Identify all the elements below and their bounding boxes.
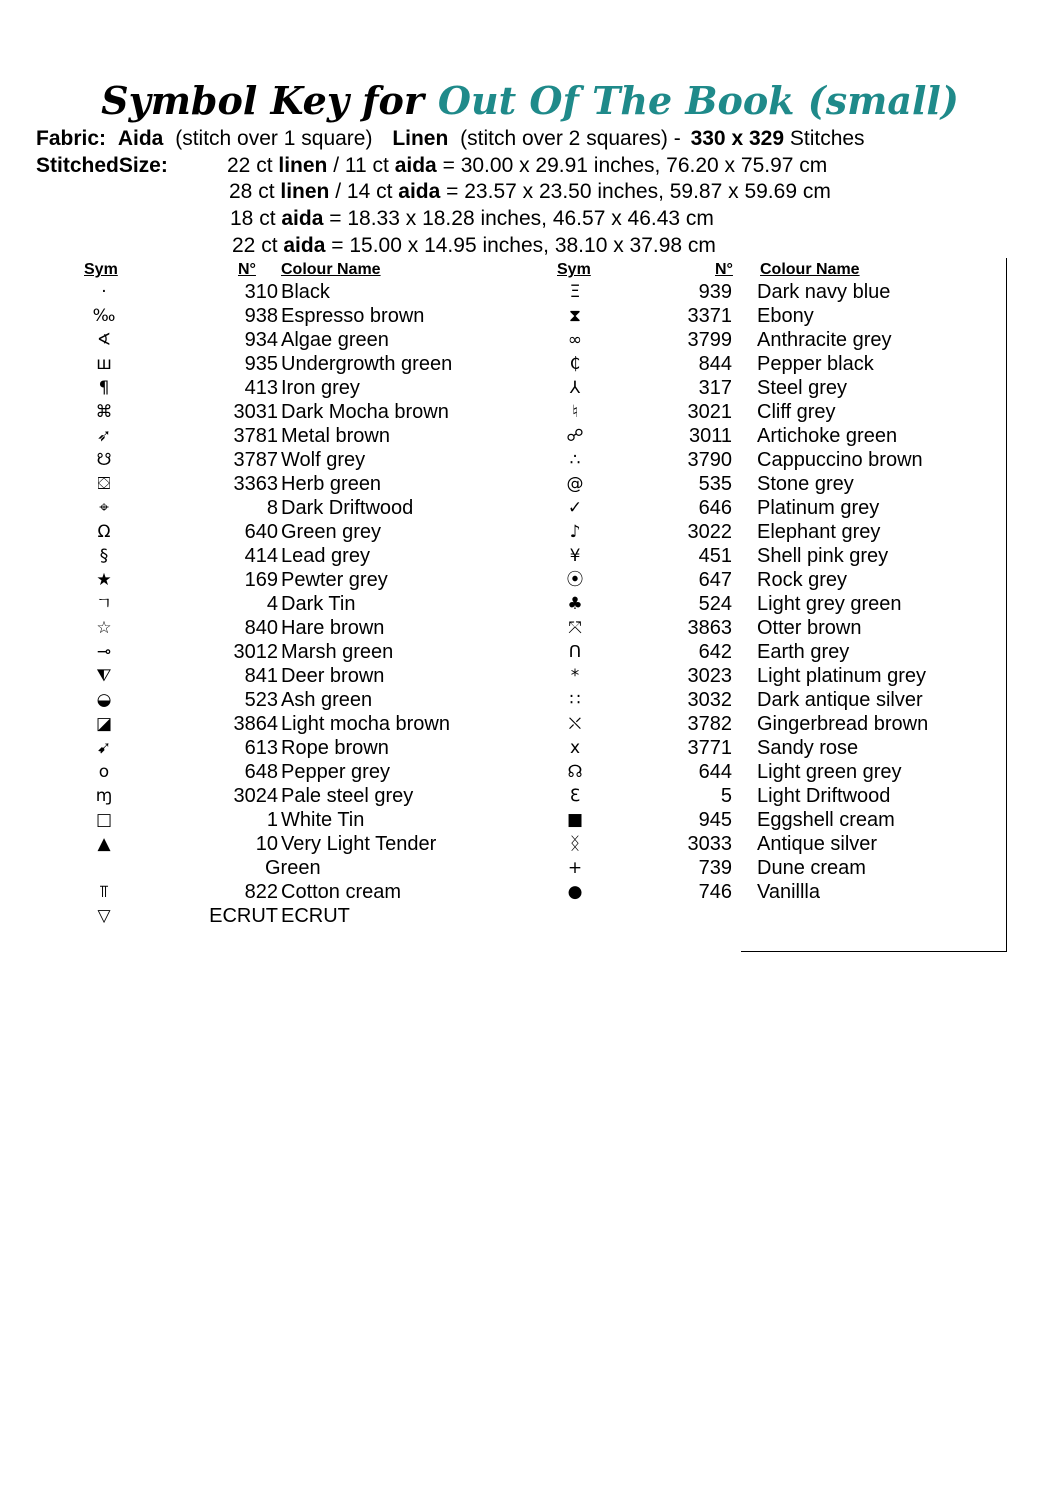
symbol-glyph: ₵ (569, 354, 581, 374)
symbol-row (84, 904, 524, 928)
colour-name: Light platinum grey (757, 665, 926, 687)
colour-name: Cotton cream (281, 881, 402, 903)
thread-number: 3021 (687, 401, 732, 423)
symbol-row (84, 304, 524, 328)
thread-number: 642 (698, 641, 732, 663)
colour-name: Elephant grey (757, 521, 881, 543)
symbol-row (84, 448, 524, 472)
symbol-glyph: Ω (97, 522, 111, 542)
thread-number: 3032 (687, 689, 732, 711)
symbol-row (555, 280, 995, 304)
symbol-glyph: ⛌ (568, 714, 582, 734)
symbol-row (555, 448, 995, 472)
thread-number: 535 (698, 473, 732, 495)
colour-name: Herb green (281, 473, 382, 495)
colour-name: Dune cream (757, 857, 866, 879)
fabric-linen: Linen (392, 127, 449, 150)
symbol-glyph: ɱ (95, 786, 113, 806)
thread-number: 3011 (688, 425, 732, 447)
colour-name: Steel grey (757, 377, 848, 399)
symbol-row (555, 544, 995, 568)
stitched-size-row (230, 207, 714, 231)
size-fabric: aida (281, 207, 324, 230)
symbol-glyph: ⌘ (95, 402, 113, 422)
thread-number: 523 (244, 689, 278, 711)
thread-number: 3799 (687, 329, 732, 351)
symbol-row (555, 616, 995, 640)
colour-name: Ebony (757, 305, 814, 327)
symbol-glyph: ➹ (96, 738, 112, 758)
symbol-row (555, 424, 995, 448)
thread-number: 169 (244, 569, 278, 591)
symbol-glyph: ■ (566, 810, 584, 830)
symbol-row (84, 472, 524, 496)
colour-name: Antique silver (757, 833, 878, 855)
symbol-row (555, 352, 995, 376)
colour-name: Anthracite grey (757, 329, 892, 351)
size-dimensions: = 23.57 x 23.50 inches, 59.87 x 59.69 cm (446, 180, 831, 203)
colour-name: Green grey (281, 521, 382, 543)
symbol-row (555, 304, 995, 328)
symbol-glyph: ∷ (569, 690, 581, 710)
symbol-row (84, 832, 524, 856)
thread-number: 647 (698, 569, 732, 591)
colour-name: Artichoke green (757, 425, 898, 447)
stitched-size-row (232, 234, 716, 258)
thread-number: 739 (698, 857, 732, 879)
symbol-row (555, 784, 995, 808)
symbol-row (84, 568, 524, 592)
stitch-word: Stitches (789, 127, 865, 150)
symbol-row (555, 808, 995, 832)
colour-name: Vanillla (757, 881, 820, 903)
thread-number: 413 (244, 377, 278, 399)
colour-name: Wolf grey (281, 449, 366, 471)
colour-name: Ash green (281, 689, 373, 711)
symbol-glyph: ℇ (569, 786, 581, 806)
symbol-row (555, 832, 995, 856)
symbol-row (84, 664, 524, 688)
thread-number: 934 (244, 329, 278, 351)
thread-number: 3023 (687, 665, 732, 687)
colour-name: Pepper black (757, 353, 874, 375)
thread-number: 3371 (687, 305, 732, 327)
symbol-glyph: ◒ (96, 690, 112, 710)
thread-number: 840 (244, 617, 278, 639)
symbol-glyph: ‰ (92, 306, 116, 326)
symbol-glyph: □ (95, 810, 113, 830)
symbol-row (555, 688, 995, 712)
symbol-row (84, 496, 524, 520)
colour-name: Stone grey (757, 473, 854, 495)
symbol-row (555, 472, 995, 496)
fabric-linen-note: (stitch over 2 squares) - (460, 127, 681, 150)
size-fabric: aida (283, 234, 326, 257)
thread-number: 648 (244, 761, 278, 783)
symbol-row (555, 640, 995, 664)
thread-number: 3022 (687, 521, 732, 543)
thread-number: 822 (244, 881, 278, 903)
colour-name: Dark navy blue (757, 281, 891, 303)
symbol-row (84, 736, 524, 760)
colour-name: Algae green (281, 329, 389, 351)
thread-number: 451 (698, 545, 732, 567)
stitched-size-label: StitchedSize: (36, 154, 168, 177)
symbol-row (84, 640, 524, 664)
symbol-glyph: ☆ (96, 618, 112, 638)
symbol-glyph: ᑎ (568, 642, 582, 662)
colour-name-continued: Green (265, 857, 321, 879)
symbol-row (84, 352, 524, 376)
colour-name: Pale steel grey (281, 785, 414, 807)
symbol-row (555, 880, 995, 904)
thread-number: 935 (244, 353, 278, 375)
pattern-name: Out Of The Book (small) (437, 78, 959, 123)
symbol-glyph: ⛋ (97, 474, 111, 494)
thread-number: 4 (266, 593, 278, 615)
colour-name: Sandy rose (757, 737, 859, 759)
colour-name: Rope brown (281, 737, 389, 759)
size-fabric: linen (278, 154, 328, 177)
symbol-glyph: @ (566, 474, 584, 494)
symbol-row (84, 544, 524, 568)
symbol-row (84, 784, 524, 808)
symbol-glyph: + (567, 858, 583, 878)
colour-name: Cappuccino brown (757, 449, 923, 471)
colour-name: Platinum grey (757, 497, 880, 519)
colour-name: Deer brown (281, 665, 385, 687)
header-sym-right: Sym (557, 261, 591, 278)
colour-name: Otter brown (757, 617, 862, 639)
thread-number: 945 (698, 809, 732, 831)
symbol-row (555, 400, 995, 424)
colour-name: Iron grey (281, 377, 360, 399)
symbol-row (555, 568, 995, 592)
thread-number: 3771 (687, 737, 732, 759)
colour-name: Very Light Tender (281, 833, 437, 855)
size-count: 22 ct (227, 154, 273, 177)
thread-number: 640 (244, 521, 278, 543)
symbol-glyph: o (98, 762, 110, 782)
header-name-left: Colour Name (281, 261, 381, 278)
symbol-row (555, 760, 995, 784)
symbol-glyph: · (101, 282, 107, 302)
size-dimensions: = 30.00 x 29.91 inches, 76.20 x 75.97 cm (442, 154, 828, 177)
colour-name: Dark Tin (281, 593, 356, 615)
colour-name: Rock grey (757, 569, 848, 591)
thread-number: 3781 (233, 425, 278, 447)
title-prefix: Symbol Key for (101, 78, 424, 123)
colour-name: Pepper grey (281, 761, 390, 783)
thread-number: 841 (244, 665, 278, 687)
symbol-glyph: ᛝ (569, 834, 581, 854)
symbol-glyph: ⅄ (569, 378, 581, 398)
colour-name: Undergrowth green (281, 353, 453, 375)
symbol-glyph: ш (96, 354, 112, 374)
size-count-alt: / 11 ct (333, 154, 389, 177)
symbol-row (555, 736, 995, 760)
thread-number: 1 (266, 809, 278, 831)
symbol-row (555, 328, 995, 352)
symbol-row (84, 328, 524, 352)
symbol-glyph: ♮ (571, 402, 579, 422)
thread-number: 8 (266, 497, 278, 519)
thread-number: 746 (698, 881, 732, 903)
colour-name: Earth grey (757, 641, 850, 663)
colour-name: Dark antique silver (757, 689, 923, 711)
symbol-glyph: ∞ (567, 330, 583, 350)
colour-name: Gingerbread brown (757, 713, 929, 735)
symbol-row (84, 280, 524, 304)
thread-number: 3864 (233, 713, 278, 735)
size-dimensions: = 15.00 x 14.95 inches, 38.10 x 37.98 cm (331, 234, 716, 257)
symbol-glyph: ✓ (567, 498, 583, 518)
fabric-label: Fabric: (36, 127, 107, 150)
symbol-row (84, 592, 524, 616)
thread-number: 10 (255, 833, 278, 855)
page-title (0, 78, 1060, 123)
colour-name: Cliff grey (757, 401, 836, 423)
stitch-count: 330 x 329 (690, 127, 785, 150)
thread-number: 3033 (687, 833, 732, 855)
symbol-row (84, 400, 524, 424)
thread-number: 644 (698, 761, 732, 783)
thread-number: 3787 (233, 449, 278, 471)
size-fabric-alt: aida (394, 154, 437, 177)
colour-name: Dark Mocha brown (281, 401, 449, 423)
colour-name: Lead grey (281, 545, 370, 567)
size-count: 22 ct (232, 234, 278, 257)
thread-number: 310 (244, 281, 278, 303)
stitched-size-row (229, 180, 831, 204)
symbol-glyph: ⧨ (96, 666, 112, 686)
stitched-size-row (227, 154, 827, 178)
symbol-glyph: ⧗ (569, 306, 581, 326)
symbol-row (555, 496, 995, 520)
symbol-row (84, 520, 524, 544)
colour-name: Hare brown (281, 617, 385, 639)
symbol-glyph: ☊ (567, 762, 583, 782)
thread-number: 844 (698, 353, 732, 375)
thread-number: 3782 (687, 713, 732, 735)
thread-number: 613 (244, 737, 278, 759)
symbol-glyph: ➶ (96, 426, 112, 446)
colour-name: ECRUT (281, 905, 350, 927)
thread-number: 3863 (687, 617, 732, 639)
colour-name: Light Driftwood (757, 785, 891, 807)
symbol-glyph: ⌖ (99, 498, 109, 518)
symbol-glyph: ☍ (566, 426, 584, 446)
thread-number: 939 (698, 281, 732, 303)
size-count: 18 ct (230, 207, 276, 230)
fabric-aida-note: (stitch over 1 square) (175, 127, 373, 150)
symbol-row (84, 760, 524, 784)
symbol-glyph: ⤧ (568, 618, 582, 638)
thread-number: 3024 (233, 785, 278, 807)
symbol-glyph: Ξ (569, 282, 581, 302)
thread-number: 524 (698, 593, 732, 615)
symbol-glyph: ★ (96, 570, 112, 590)
colour-name: White Tin (281, 809, 365, 831)
symbol-glyph: § (99, 546, 109, 566)
thread-number: 646 (698, 497, 732, 519)
symbol-row (555, 376, 995, 400)
symbol-row (555, 592, 995, 616)
symbol-glyph: ㄱ (95, 594, 113, 614)
symbol-row (84, 712, 524, 736)
symbol-row (84, 880, 524, 904)
size-dimensions: = 18.33 x 18.28 inches, 46.57 x 46.43 cm (329, 207, 714, 230)
symbol-glyph: ☋ (96, 450, 112, 470)
colour-name: Light grey green (757, 593, 902, 615)
symbol-row (84, 424, 524, 448)
header-sym-left: Sym (84, 261, 118, 278)
symbol-glyph: ⦿ (566, 570, 584, 590)
symbol-glyph: ♪ (569, 522, 581, 542)
symbol-glyph: ⫪ (99, 882, 109, 902)
symbol-glyph: ¥ (569, 546, 581, 566)
thread-number: 3363 (233, 473, 278, 495)
symbol-row (555, 712, 995, 736)
symbol-glyph: ▲ (97, 834, 111, 854)
colour-name: Black (281, 281, 330, 303)
symbol-glyph: x (569, 738, 581, 758)
header-num-left: N° (238, 261, 256, 278)
symbol-glyph: ∢ (96, 330, 112, 350)
symbol-glyph: ⊸ (96, 642, 112, 662)
symbol-row (84, 376, 524, 400)
header-name-right: Colour Name (760, 261, 860, 278)
colour-name: Marsh green (281, 641, 394, 663)
thread-number: 3031 (233, 401, 278, 423)
symbol-glyph: ∴ (569, 450, 581, 470)
size-count: 28 ct (229, 180, 275, 203)
table-border-vertical (1006, 258, 1007, 952)
colour-name: Shell pink grey (757, 545, 889, 567)
colour-name: Light mocha brown (281, 713, 450, 735)
thread-number: 3012 (233, 641, 278, 663)
thread-number: 5 (720, 785, 732, 807)
table-border-bottom (741, 951, 1007, 952)
colour-name: Metal brown (281, 425, 390, 447)
symbol-glyph: ◪ (95, 714, 113, 734)
colour-name: Pewter grey (281, 569, 388, 591)
colour-name: Eggshell cream (757, 809, 895, 831)
header-num-right: N° (715, 261, 733, 278)
symbol-glyph: ¶ (98, 378, 110, 398)
thread-number: 414 (244, 545, 278, 567)
colour-name: Light green grey (757, 761, 902, 783)
thread-number: 317 (698, 377, 732, 399)
symbol-glyph: * (570, 666, 580, 686)
symbol-row (555, 664, 995, 688)
thread-number: 3790 (687, 449, 732, 471)
size-fabric: linen (280, 180, 330, 203)
symbol-row (84, 808, 524, 832)
thread-number: 938 (244, 305, 278, 327)
fabric-line (36, 127, 865, 151)
colour-name: Dark Driftwood (281, 497, 414, 519)
fabric-aida: Aida (117, 127, 164, 150)
size-count-alt: / 14 ct (335, 180, 393, 203)
symbol-row (555, 520, 995, 544)
symbol-glyph: ● (567, 882, 583, 902)
symbol-row (555, 856, 995, 880)
colour-name: Espresso brown (281, 305, 425, 327)
symbol-row (84, 688, 524, 712)
symbol-row (84, 616, 524, 640)
symbol-glyph: ▽ (97, 906, 111, 926)
size-fabric-alt: aida (398, 180, 441, 203)
symbol-glyph: ♣ (567, 594, 583, 614)
thread-number: ECRUT (209, 905, 278, 927)
